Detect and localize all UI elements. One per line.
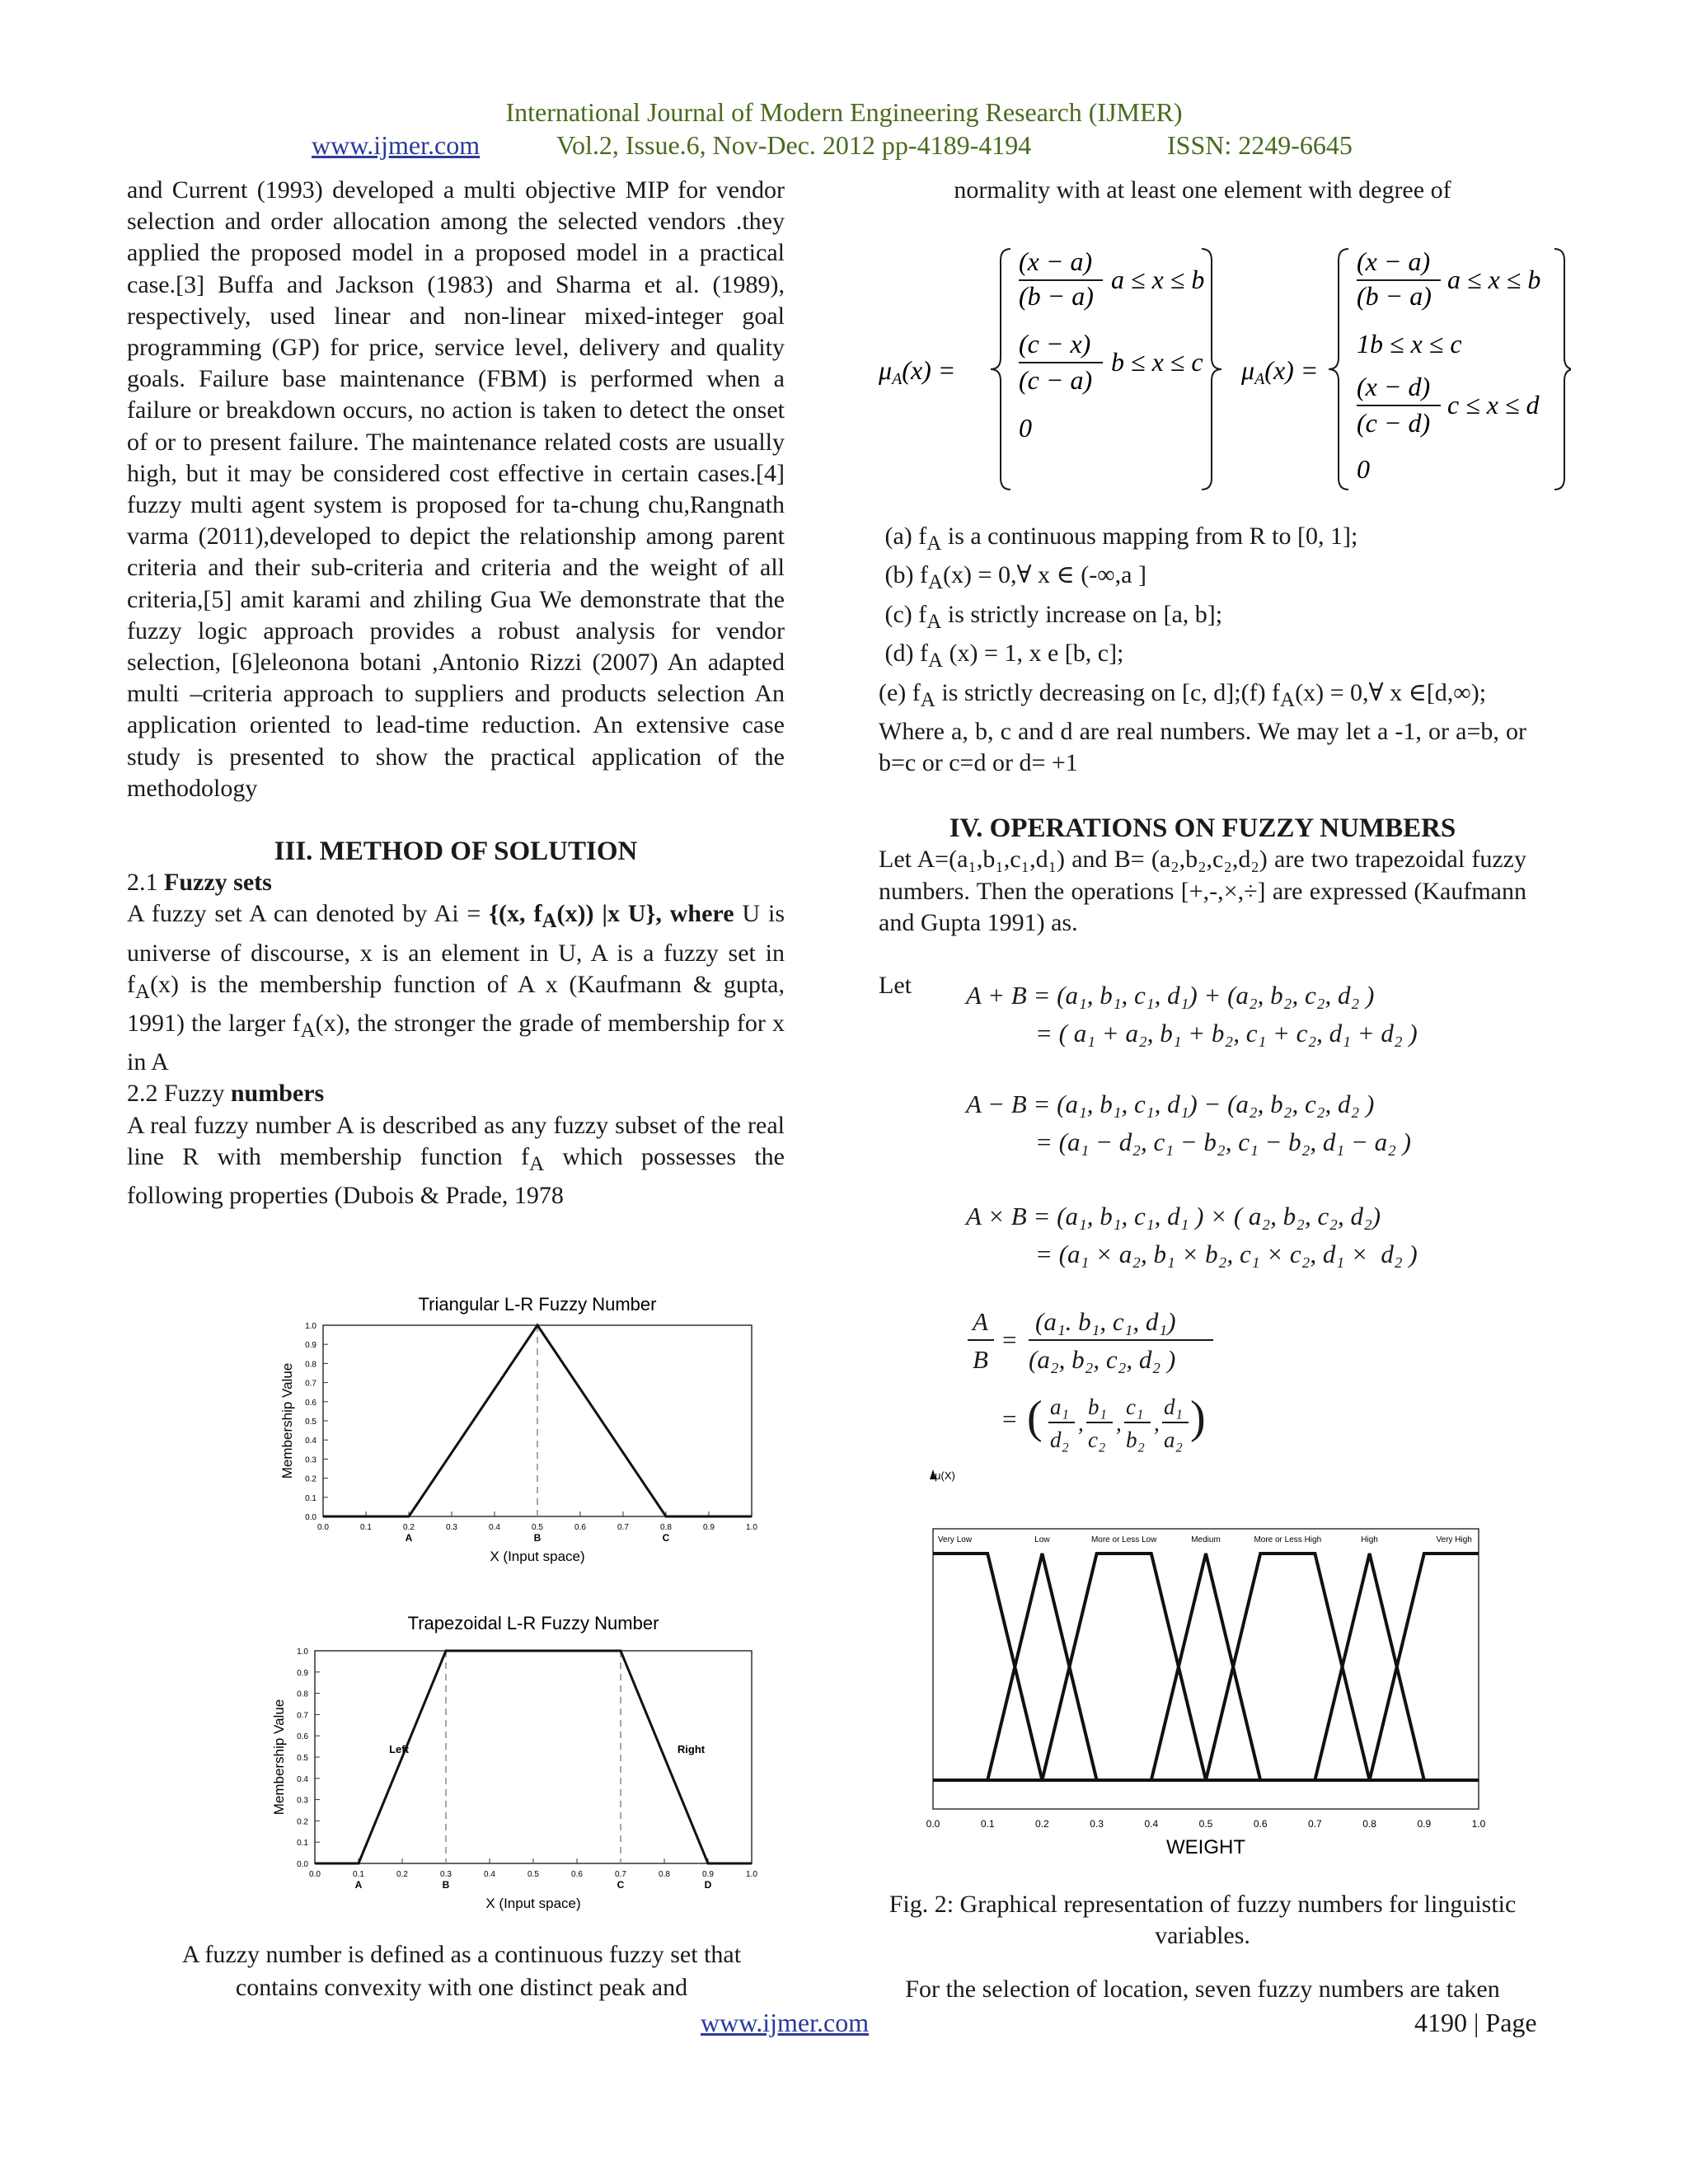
y-axis-label: μ(X)	[935, 1469, 955, 1482]
eq-sub-1: A − B = (a₁, b₁, c₁, d₁) − (a₂, b₂, c₂, d₂ )	[966, 1090, 1375, 1118]
div-frac-den: a₂	[1164, 1427, 1183, 1452]
svg-text:(x − a): (x − a)	[1019, 246, 1093, 276]
eq-division	[966, 1302, 1263, 1475]
eq-add-2: = ( a₁ + a₂, b₁ + b₂, c₁ + c₂, d₁ + d₂ )	[1035, 1019, 1418, 1047]
point-label-a: A	[354, 1879, 363, 1891]
y-tick-label: 1.0	[305, 1322, 316, 1331]
y-tick-label: 0.9	[297, 1668, 308, 1678]
x-tick-label: 0.1	[980, 1818, 995, 1830]
linguistic-chart	[923, 1463, 1533, 1867]
x-tick-label: 0.2	[396, 1870, 408, 1879]
svg-text:a ≤ x ≤ b: a ≤ x ≤ b	[1111, 265, 1205, 294]
div-frac-num: b₁	[1088, 1394, 1107, 1419]
y-tick-label: 0.8	[297, 1690, 308, 1699]
x-axis-label: X (Input space)	[485, 1896, 581, 1911]
y-axis-label: Membership Value	[271, 1699, 287, 1816]
y-axis-label: Membership Value	[279, 1362, 295, 1479]
point-label-c: C	[617, 1879, 625, 1891]
x-tick-label: 0.7	[615, 1870, 626, 1879]
svg-text:): )	[1190, 1392, 1206, 1443]
series-label: More or Less Low	[1090, 1535, 1157, 1544]
div-frac-comma: ,	[1154, 1411, 1160, 1436]
series-label: Very High	[1436, 1535, 1472, 1544]
y-tick-label: 0.6	[305, 1398, 316, 1408]
y-tick-label: 0.2	[305, 1474, 316, 1484]
intro-paragraph: and Current (1993) developed a multi objective MIP for vendor selection and order allocation among the selected vendors .they applied the proposed model in a proposed model in a practical case.[3] Buffa and Jackson (1983) and Sharma et al. (1989), respectively, used linear and non-linear mixed-integer goal programming (GP) for price, service level, delivery and quality goals. Failure base maintenance (FBM) is performed when a failure or breakdown occurs, no action is taken to detect the onset of or to present failure. The maintenance related costs are usually high, but it may be considered cost effective in certain cases.[4] fuzzy multi agent system is proposed for ta-chung chu,Rangnath varma (2011),developed to depict the relationship among parent criteria and their sub-criteria and criteria and the weight of all criteria,[5] amit karami and zhiling Gua We demonstrate that the fuzzy logic approach provides a robust analysis for vendor selection, [6]eleonona botani ,Antonio Rizzi (2007) An adapted multi –criteria approach to suppliers and products selection An application oriented to lead-time reduction. An extensive case study is presented to show the practical application of the methodology	[127, 176, 785, 802]
operations-intro: Let A=(a₁,b₁,c₁,d₁) and B= (a₂,b₂,c₂,d₂) are two trapezoidal fuzzy numbers. Then the operations [+,-,×,÷] are expressed (Kaufmann and Gupta 1991) as.	[879, 846, 1526, 937]
series-line	[1315, 1554, 1423, 1780]
x-tick-label: 1.0	[746, 1870, 757, 1879]
selection-text: For the selection of location, seven fuzzy numbers are taken	[905, 1975, 1500, 2003]
svg-text:=: =	[1002, 1404, 1017, 1433]
x-tick-label: 0.3	[446, 1523, 457, 1532]
y-tick-label: 0.7	[297, 1711, 308, 1721]
x-tick-label: 0.6	[571, 1870, 583, 1879]
point-label-d: D	[704, 1879, 712, 1891]
eq-mul-2: = (a₁ × a₂, b₁ × b₂, c₁ × c₂, d₁ × d₂ )	[1035, 1240, 1418, 1268]
journal-link[interactable]: www.ijmer.com	[312, 130, 481, 160]
x-axis-label: X (Input space)	[490, 1549, 585, 1564]
section-heading-4: IV. OPERATIONS ON FUZZY NUMBERS	[949, 813, 1456, 843]
div-frac-den: d₂	[1050, 1427, 1069, 1452]
triangular-chart	[256, 1292, 783, 1581]
y-tick-label: 0.3	[297, 1796, 308, 1806]
svg-text:c ≤ x ≤ d: c ≤ x ≤ d	[1447, 390, 1540, 419]
y-tick-label: 0.5	[305, 1418, 316, 1427]
eq-mul-1: A × B = (a₁, b₁, c₁, d₁ ) × ( a₂, b₂, c₂, d₂)	[966, 1202, 1381, 1230]
svg-text:(c − x): (c − x)	[1019, 329, 1091, 359]
bottom-left-paragraph: A fuzzy number is defined as a continuous fuzzy set that contains convexity with one distinct peak and	[181, 1941, 742, 2001]
x-tick-label: 0.9	[703, 1523, 715, 1532]
svg-text:μA(x) =: μA(x) =	[1241, 355, 1319, 388]
svg-text:(: (	[1027, 1392, 1043, 1443]
svg-text:(b − a): (b − a)	[1357, 281, 1432, 311]
series-line	[1206, 1554, 1370, 1780]
svg-text:(x − d): (x − d)	[1357, 372, 1431, 401]
svg-text:0: 0	[1019, 413, 1032, 443]
left-column	[127, 175, 785, 1212]
series-label: High	[1361, 1535, 1378, 1544]
annotation-left: Left	[389, 1742, 409, 1755]
x-tick-label: 0.8	[660, 1523, 672, 1532]
normality-text: normality with at least one element with degree of	[954, 176, 1451, 204]
figure-caption: Fig. 2: Graphical representation of fuzzy numbers for linguistic variables.	[889, 1891, 1517, 1949]
series-label: More or Less High	[1254, 1535, 1322, 1544]
trapezoidal-chart	[251, 1611, 779, 1916]
y-tick-label: 0.2	[297, 1817, 308, 1827]
svg-text:(a₁. b₁, c₁, d₁): (a₁. b₁, c₁, d₁)	[1035, 1307, 1176, 1336]
page-number: 4190 | Page	[1414, 2008, 1537, 2037]
series-line	[1370, 1554, 1479, 1780]
y-tick-label: 0.4	[297, 1774, 308, 1784]
series-line	[987, 1554, 1096, 1780]
x-tick-label: 0.3	[1090, 1818, 1104, 1830]
svg-text:=: =	[1002, 1325, 1017, 1354]
series-label: Medium	[1191, 1535, 1221, 1544]
svg-text:(c − a): (c − a)	[1019, 365, 1093, 395]
membership-line	[315, 1651, 752, 1863]
svg-text:a ≤ x ≤ b: a ≤ x ≤ b	[1447, 265, 1541, 294]
x-tick-label: 1.0	[1471, 1818, 1486, 1830]
series-line	[1042, 1554, 1206, 1780]
div-frac-den: b₂	[1126, 1427, 1145, 1452]
x-tick-label: 0.8	[659, 1870, 670, 1879]
x-tick-label: 0.3	[440, 1870, 452, 1879]
x-tick-label: 1.0	[746, 1523, 757, 1532]
chart-title: Trapezoidal L-R Fuzzy Number	[407, 1613, 659, 1633]
x-tick-label: 0.5	[528, 1870, 539, 1879]
y-tick-label: 0.7	[305, 1379, 316, 1389]
annotation-right: Right	[677, 1742, 706, 1755]
svg-text:(c − d): (c − d)	[1357, 408, 1431, 438]
svg-text:1b ≤ x ≤ c: 1b ≤ x ≤ c	[1357, 329, 1462, 359]
real-fuzzy-definition: A real fuzzy number A is described as any fuzzy subset of the real line R with membership function $f_A$ which possesses the following properties (Dubois & Prade, 1978	[127, 1111, 785, 1210]
y-tick-label: 0.6	[297, 1732, 308, 1742]
x-tick-label: 0.7	[617, 1523, 629, 1532]
x-tick-label: 0.5	[1198, 1818, 1213, 1830]
x-tick-label: 0.0	[317, 1523, 329, 1532]
svg-text:B: B	[973, 1345, 988, 1374]
point-label-a: A	[405, 1532, 413, 1544]
eq-add-1: A + B = (a₁, b₁, c₁, d₁) + (a₂, b₂, c₂, d₂ )	[966, 981, 1375, 1010]
issn: ISSN: 2249-6645	[1167, 130, 1353, 160]
y-tick-label: 0.8	[305, 1360, 316, 1370]
eq-sub-2: = (a₁ − d₂, c₁ − b₂, c₁ − b₂, d₁ − a₂ )	[1035, 1127, 1411, 1156]
x-tick-label: 0.0	[926, 1818, 940, 1830]
div-frac-num: d₁	[1164, 1394, 1183, 1419]
x-tick-label: 0.9	[1417, 1818, 1432, 1830]
svg-text:b ≤ x ≤ c: b ≤ x ≤ c	[1111, 347, 1203, 377]
series-line	[1151, 1554, 1260, 1780]
point-label-c: C	[662, 1532, 670, 1544]
div-frac-comma: ,	[1116, 1411, 1122, 1436]
series-line	[933, 1554, 1042, 1780]
series-label: Very Low	[937, 1535, 973, 1544]
div-frac-den: c₂	[1088, 1427, 1106, 1452]
y-tick-label: 0.1	[297, 1839, 308, 1849]
y-tick-label: 0.4	[305, 1436, 316, 1446]
y-tick-label: 0.5	[297, 1754, 308, 1763]
svg-text:(x − a): (x − a)	[1357, 246, 1431, 276]
footer-link[interactable]: www.ijmer.com	[701, 2008, 870, 2037]
subsection-2-1: 2.1 Fuzzy sets	[127, 869, 272, 897]
point-label-b: B	[533, 1532, 542, 1544]
mu-symbol: μA(x) =	[879, 355, 956, 388]
membership-equations	[879, 239, 1571, 511]
y-tick-label: 0.0	[305, 1513, 316, 1522]
let-label: Let	[879, 972, 912, 1000]
membership-properties: (a) $f_A$ is a continuous mapping from R to [0, 1]; (b) $f_A(x)$ = 0,∀ x ∈ (-∞,a ] (c) $f_A$ is strictly increase on [a, b]; (d) $f_A$ (x) = 1, x e [b, c]; (e) $f_A$ is strictly decreasing on [c, d];(f) $f_A(x)$ = 0,∀ x ∈[d,∞); Where a, b, c and d are real numbers. We may let a -1, or a=b, or b=c or c=d or d= +1 IV. OPERATIONS ON FUZZY NUMBERS Let A=(a₁,b₁,c₁,d₁) and B= (a₂,b₂,c₂,d₂) are two trapezoidal fuzzy numbers. Then the operations [+,-,×,÷] are expressed (Kaufmann and Gupta 1991) as. Let	[879, 521, 1526, 1002]
section-heading-3: III. METHOD OF SOLUTION	[274, 837, 638, 867]
svg-text:A: A	[973, 1307, 988, 1336]
fuzzy-set-definition: A fuzzy set A can denoted by Ai = {(x, $f_A(x)$) |x U}, where U is universe of discourse, x is an element in U, A is a fuzzy set in $f_A(x)$ is the membership function of A x (Kaufmann & gupta, 1991) the larger $f_A(x)$, the stronger the grade of membership for x in A	[127, 900, 785, 1076]
y-tick-label: 0.9	[305, 1341, 316, 1351]
volume-info: Vol.2, Issue.6, Nov-Dec. 2012 pp-4189-4194	[556, 130, 1032, 160]
y-tick-label: 0.1	[305, 1493, 316, 1503]
chart-title: Triangular L-R Fuzzy Number	[418, 1294, 657, 1315]
journal-title: International Journal of Modern Engineering Research (IJMER)	[505, 97, 1183, 127]
svg-text:0: 0	[1357, 454, 1370, 484]
x-tick-label: 0.5	[532, 1523, 543, 1532]
x-tick-label: 0.4	[1144, 1818, 1159, 1830]
x-tick-label: 0.0	[309, 1870, 321, 1879]
div-frac-num: a₁	[1050, 1394, 1069, 1419]
svg-text:(b − a): (b − a)	[1019, 281, 1094, 311]
div-frac-num: c₁	[1126, 1394, 1144, 1419]
point-label-b: B	[442, 1879, 450, 1891]
subsection-2-2: 2.2 Fuzzy numbers	[127, 1080, 325, 1108]
svg-text:(a₂, b₂, c₂, d₂ ): (a₂, b₂, c₂, d₂ )	[1029, 1345, 1176, 1374]
plot-frame	[315, 1651, 752, 1863]
x-axis-label: WEIGHT	[1166, 1836, 1245, 1858]
x-tick-label: 0.1	[360, 1523, 372, 1532]
x-tick-label: 0.4	[484, 1870, 495, 1879]
div-frac-comma: ,	[1078, 1411, 1084, 1436]
x-tick-label: 0.1	[353, 1870, 364, 1879]
y-tick-label: 0.0	[297, 1860, 308, 1869]
x-tick-label: 0.4	[489, 1523, 500, 1532]
y-tick-label: 1.0	[297, 1647, 308, 1657]
x-tick-label: 0.9	[702, 1870, 714, 1879]
x-tick-label: 0.8	[1362, 1818, 1376, 1830]
x-tick-label: 0.6	[574, 1523, 586, 1532]
x-tick-label: 0.6	[1253, 1818, 1268, 1830]
x-tick-label: 0.7	[1308, 1818, 1322, 1830]
x-tick-label: 0.2	[403, 1523, 415, 1532]
series-label: Low	[1034, 1535, 1050, 1544]
y-tick-label: 0.3	[305, 1455, 316, 1465]
x-tick-label: 0.2	[1035, 1818, 1049, 1830]
